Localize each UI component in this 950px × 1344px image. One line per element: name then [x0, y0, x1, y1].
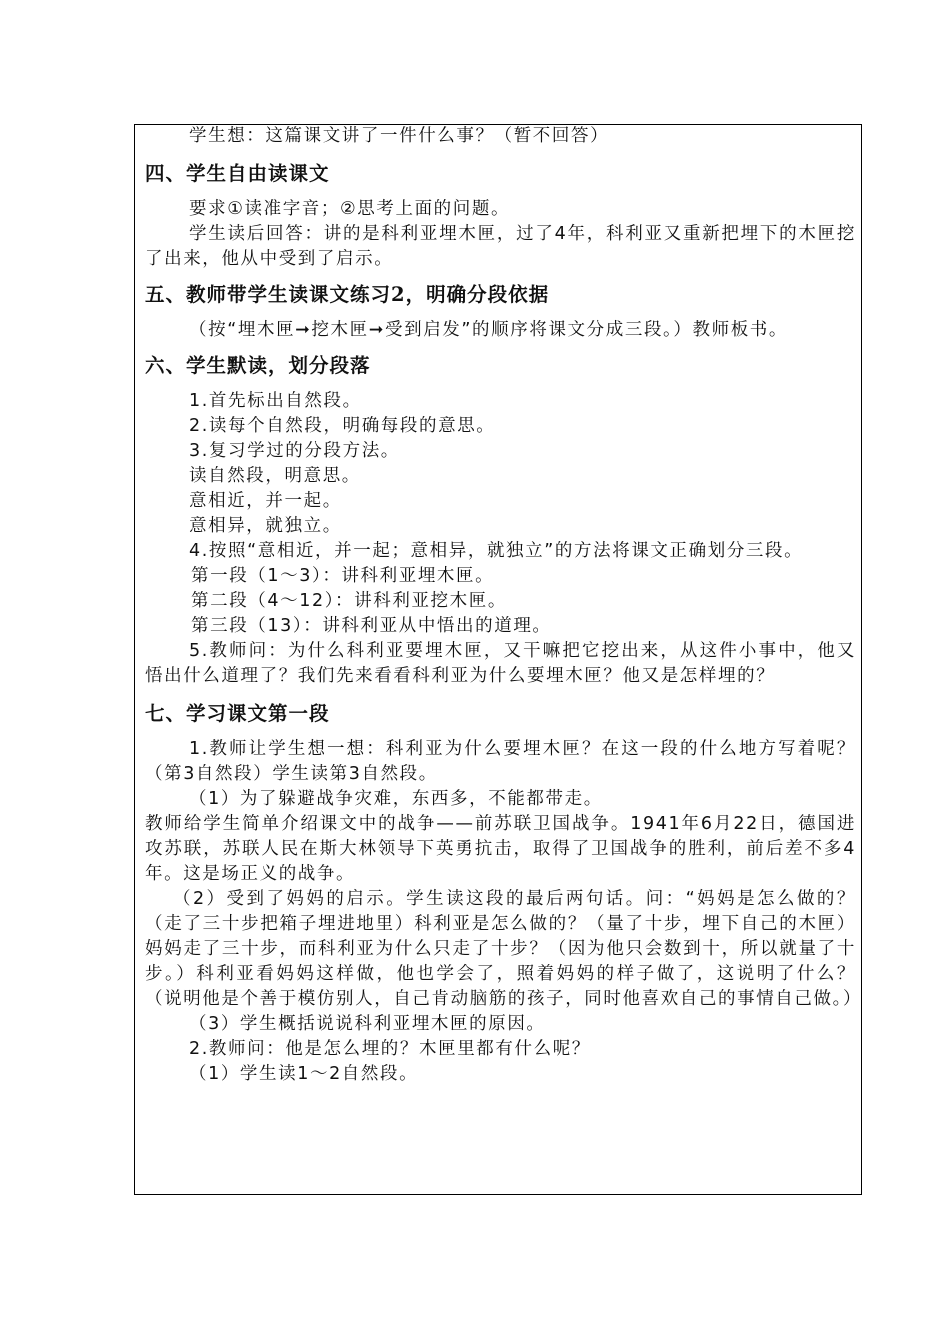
list-item: 意相近，并一起。: [189, 491, 342, 511]
list-item: 3.复习学过的分段方法。: [189, 441, 400, 461]
list-item: 1.教师让学生想一想：科利亚为什么要埋木匣？在这一段的什么地方写着呢？（第3自然段）学生读第3自然段。: [145, 739, 856, 784]
list-item: （1）学生读1～2自然段。: [189, 1064, 419, 1084]
section-heading-7: 七、学习课文第一段: [145, 702, 330, 725]
section-heading-5: 五、教师带学生读课文练习2，明确分段依据: [145, 283, 550, 306]
list-item: 1.首先标出自然段。: [189, 391, 362, 411]
paragraph: 学生想：这篇课文讲了一件什么事？（暂不回答）: [189, 126, 610, 146]
lesson-plan-content: [145, 124, 863, 1087]
list-item: 第一段（1～3）：讲科利亚埋木匣。: [191, 566, 495, 586]
paragraph: 要求①读准字音；②思考上面的问题。: [189, 199, 511, 219]
section-heading-4: 四、学生自由读课文: [145, 162, 330, 185]
paragraph: （2）受到了妈妈的启示。学生读这段的最后两句话。问：“妈妈是怎么做的？（走了三十步把箱子埋进地里）科利亚是怎么做的？（量了十步，埋下自己的木匣）妈妈走了三十步，而科利亚为什么只走了十步？（因为他只会数到十，所以就量了十步。）科利亚看妈妈这样做，他也学会了，照着妈妈的样子做了，这说明了什么？（说明他是个善于模仿别人，自己肯动脑筋的孩子，同时他喜欢自己的事情自己做。）: [145, 889, 863, 1009]
list-item: 2.教师问：他是怎么埋的？木匣里都有什么呢？: [189, 1039, 591, 1059]
list-item: 2.读每个自然段，明确每段的意思。: [189, 416, 496, 436]
paragraph: （按“埋木匣➞挖木匣➞受到启发”的顺序将课文分成三段。）教师板书。: [189, 320, 789, 340]
paragraph: 教师给学生简单介绍课文中的战争——前苏联卫国战争。1941年6月22日，德国进攻苏联，苏联人民在斯大林领导下英勇抗击，取得了卫国战争的胜利，前后差不多4年。这是场正义的战争。: [145, 814, 856, 884]
paragraph: 学生读后回答：讲的是科利亚埋木匣，过了4年，科利亚又重新把埋下的木匣挖了出来，他从中受到了启示。: [145, 224, 856, 269]
list-item: 第二段（4～12）：讲科利亚挖木匣。: [191, 591, 507, 611]
section-heading-6: 六、学生默读，划分段落: [145, 354, 371, 377]
list-item: 4.按照“意相近，并一起；意相异，就独立”的方法将课文正确划分三段。: [189, 541, 804, 561]
list-item: 意相异，就独立。: [189, 516, 342, 536]
list-item: 读自然段，明意思。: [189, 466, 361, 486]
list-item: （3）学生概括说说科利亚埋木匣的原因。: [189, 1014, 546, 1034]
list-item: 5.教师问：为什么科利亚要埋木匣，又干嘛把它挖出来，从这件小事中，他又悟出什么道理了？我们先来看看科利亚为什么要埋木匣？他又是怎样埋的？: [145, 641, 856, 686]
list-item: 第三段（13）：讲科利亚从中悟出的道理。: [191, 616, 552, 636]
list-item: （1）为了躲避战争灾难，东西多，不能都带走。: [189, 789, 603, 809]
